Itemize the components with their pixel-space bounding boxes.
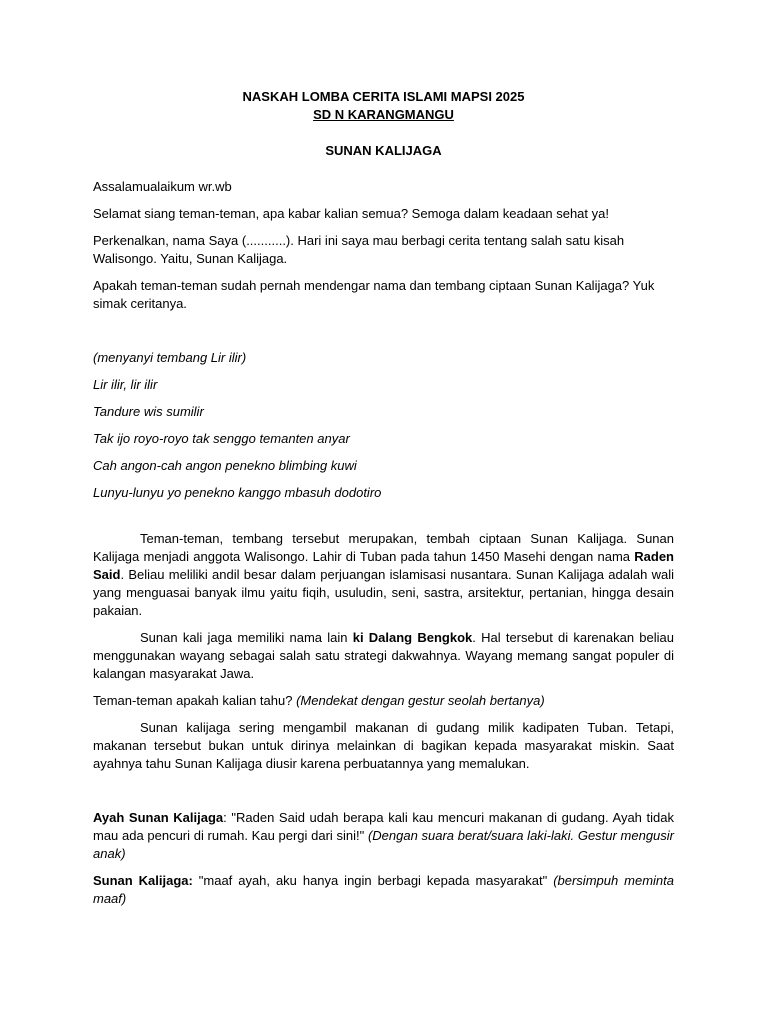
paragraph-2-bold: ki Dalang Bengkok	[352, 630, 473, 645]
paragraph-3	[93, 692, 674, 710]
dialogue-line	[93, 809, 674, 863]
paragraph-4: Sunan kalijaga sering mengambil makanan di gudang milik kadipaten Tuban. Tetapi, makanan tersebut bukan untuk dirinya melainkan di bagikan kepada masyarakat miskin. Saat ayahnya tahu Sunan Kalijaga diusir karena perbuatannya yang memalukan.	[93, 720, 674, 771]
opening-line-2: Perkenalkan, nama Saya (...........). Hari ini saya mau berbagi cerita tentang salah satu kisah Walisongo. Yaitu, Sunan Kalijaga.	[93, 233, 625, 266]
document-title: NASKAH LOMBA CERITA ISLAMI MAPSI 2025	[242, 89, 525, 104]
song-line: Lunyu-lunyu yo penekno kanggo mbasuh dodotiro	[93, 485, 382, 500]
paragraph-2-text-b: . Hal tersebut di karenakan beliau menggunakan wayang sebagai salah satu strategi dakwahnya. Wayang memang sangat populer di kalangan masyarakat Jawa.	[93, 630, 674, 681]
dialogue-speaker: Sunan Kalijaga:	[93, 873, 193, 888]
dialogue-text: "Raden Said udah berapa kali kau mencuri makanan di gudang. Ayah tidak mau ada pencuri di rumah. Kau pergi dari sini!"	[93, 810, 674, 843]
song-block	[93, 349, 674, 502]
story-title: SUNAN KALIJAGA	[325, 143, 442, 158]
song-line: Cah angon-cah angon penekno blimbing kuwi	[93, 458, 357, 473]
dialogue-text: "maaf ayah, aku hanya ingin berbagi kepada masyarakat"	[198, 873, 554, 888]
opening-line-3: Apakah teman-teman sudah pernah mendengar nama dan tembang ciptaan Sunan Kalijaga? Yuk simak ceritanya.	[93, 278, 655, 311]
opening-line-1: Selamat siang teman-teman, apa kabar kalian semua? Semoga dalam keadaan sehat ya!	[93, 206, 609, 221]
paragraph-2	[93, 629, 674, 683]
paragraph-2-text-a: Sunan kali jaga memiliki nama lain	[140, 630, 353, 645]
dialogue-direction: (Dengan suara berat/suara laki-laki. Gestur mengusir anak)	[93, 828, 675, 861]
dialogue-separator: :	[223, 810, 232, 825]
dialogue-direction: (bersimpuh meminta maaf)	[93, 873, 674, 906]
greeting: Assalamualaikum wr.wb	[93, 179, 232, 194]
song-line: Tandure wis sumilir	[93, 404, 204, 419]
school-name: SD N KARANGMANGU	[313, 107, 454, 122]
song-line: Tak ijo royo-royo tak senggo temanten anyar	[93, 431, 350, 446]
paragraph-3-direction: (Mendekat dengan gestur seolah bertanya)	[296, 693, 545, 708]
dialogue-line	[93, 872, 674, 908]
paragraph-3-text: Teman-teman apakah kalian tahu?	[93, 693, 297, 708]
paragraph-1	[93, 530, 674, 620]
song-direction: (menyanyi tembang Lir ilir)	[93, 350, 247, 365]
dialogue-speaker: Ayah Sunan Kalijaga	[93, 810, 224, 825]
paragraph-1-text-b: . Beliau meliliki andil besar dalam perjuangan islamisasi nusantara. Sunan Kalijaga adalah wali yang menguasai banyak ilmu yaitu fiqih, usuludin, seni, sastra, arsitektur, pertanian, hingga desain pakaian.	[93, 567, 674, 618]
song-line: Lir ilir, lir ilir	[93, 377, 158, 392]
paragraph-1-bold: Raden Said	[93, 549, 674, 582]
paragraph-1-text-a: Teman-teman, tembang tersebut merupakan, tembah ciptaan Sunan Kalijaga. Sunan Kalijaga menjadi anggota Walisongo. Lahir di Tuban pada tahun 1450 Masehi dengan nama	[93, 531, 674, 564]
